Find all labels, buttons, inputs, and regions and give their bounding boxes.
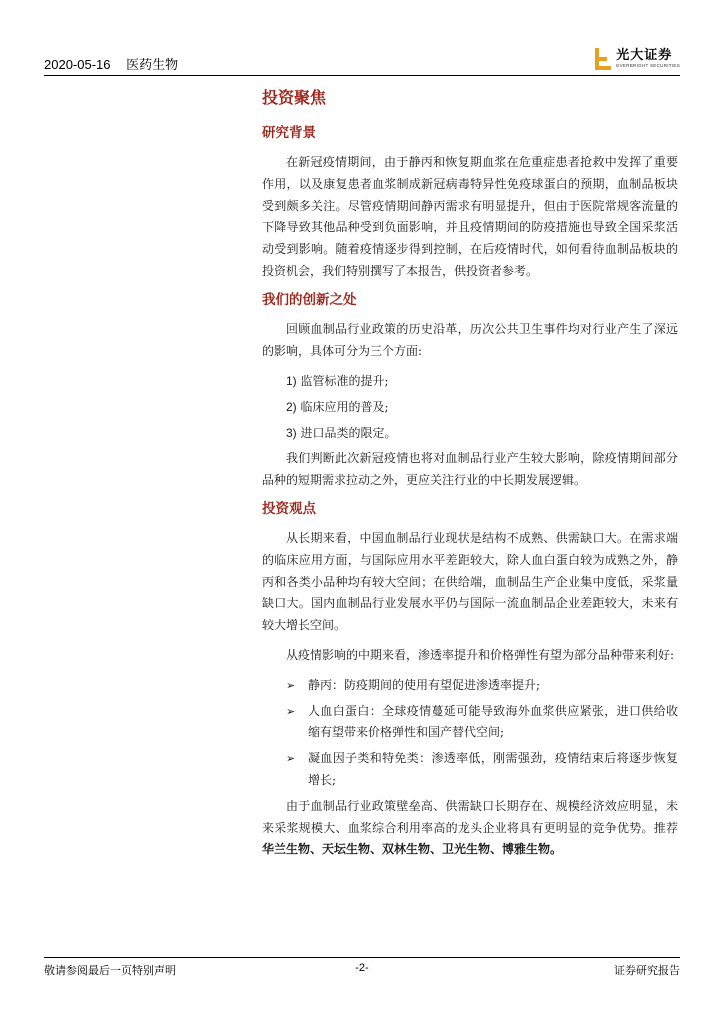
paragraph: 从疫情影响的中期来看，渗透率提升和价格弹性有望为部分品种带来利好:: [286, 647, 675, 662]
page-title: 投资聚焦: [262, 88, 327, 107]
report-type: 证券研究报告: [614, 965, 680, 977]
arrow-bullet-icon: ➢: [286, 678, 296, 692]
section-heading: 研究背景: [262, 125, 316, 141]
section-heading: 我们的创新之处: [262, 291, 357, 308]
section-investment-view: [262, 500, 678, 861]
logo-name-en: EVERBRIGHT SECURITIES: [616, 63, 680, 69]
logo-name-cn: 光大证券: [616, 48, 673, 64]
page-number: -2-: [355, 962, 369, 974]
section-innovation: [262, 291, 678, 492]
list-item: ➢ 静丙：防疫期间的使用有望促进渗透率提升;: [286, 675, 678, 697]
page-header: [44, 46, 680, 74]
section-background: [262, 124, 678, 283]
recommended-stocks: 华兰生物、天坛生物、双林生物、卫光生物、博雅生物。: [262, 842, 563, 857]
list-item: 2) 临床应用的普及;: [286, 400, 389, 415]
list-item: ➢ 凝血因子类和特免类：渗透率低，刚需强劲，疫情结束后将逐步恢复增长;: [286, 748, 678, 792]
paragraph: 回顾血制品行业政策的历史沿革，历次公共卫生事件均对行业产生了深远的影响，具体可分为三个方面:: [262, 321, 678, 358]
report-date: 2020-05-16: [44, 57, 111, 72]
arrow-bullet-icon: ➢: [286, 752, 296, 766]
disclaimer-note: 敬请参阅最后一页特别声明: [44, 965, 176, 977]
everbright-logo-icon: [595, 48, 611, 70]
footer-divider: [44, 957, 680, 958]
report-sector: 医药生物: [126, 57, 179, 72]
list-item: 1) 监管标准的提升;: [286, 374, 389, 389]
paragraph: 我们判断此次新冠疫情也将对血制品行业产生较大影响，除疫情期间部分品种的短期需求拉动之外，更应关注行业的中长期发展逻辑。: [262, 451, 678, 488]
main-content: [262, 88, 678, 867]
header-meta: [44, 54, 190, 73]
company-logo: [595, 46, 680, 72]
arrow-bullet-icon: ➢: [286, 704, 296, 718]
list-item: ➢ 人血白蛋白：全球疫情蔓延可能导致海外血浆供应紧张，进口供给收缩有望带来价格弹性和国产替代空间;: [286, 701, 678, 745]
list-item: 3) 进口品类的限定。: [286, 426, 397, 441]
paragraph: 从长期来看，中国血制品行业现状是结构不成熟、供需缺口大。在需求端的临床应用方面，与国际应用水平差距较大，除人血白蛋白较为成熟之外，静丙和各类小品种均有较大空间；在供给端，血制品生产企业集中度低，采浆量缺口大。国内血制品行业发展水平仍与国际一流血制品企业差距较大，未来有较大增长空间。: [262, 530, 678, 633]
header-divider: [44, 75, 680, 76]
paragraph: 在新冠疫情期间，由于静丙和恢复期血浆在危重症患者抢救中发挥了重要作用，以及康复患者血浆制成新冠病毒特异性免疫球蛋白的预期，血制品板块受到颇多关注。尽管疫情期间静丙需求有明显提升，但由于医院常规客流量的下降导致其他品种受到负面影响，并且疫情期间的防疫措施也导致全国采浆活动受到影响。随着疫情逐步得到控制，在后疫情时代，如何看待血制品板块的投资机会，我们特别撰写了本报告，供投资者参考。: [262, 155, 678, 278]
section-heading: 投资观点: [262, 500, 316, 517]
paragraph: 由于血制品行业政策壁垒高、供需缺口长期存在、规模经济效应明显，未来采浆规模大、血浆综合利用率高的龙头企业将具有更明显的竞争优势。推荐华兰生物、天坛生物、双林生物、卫光生物、博雅生物。: [262, 798, 678, 857]
